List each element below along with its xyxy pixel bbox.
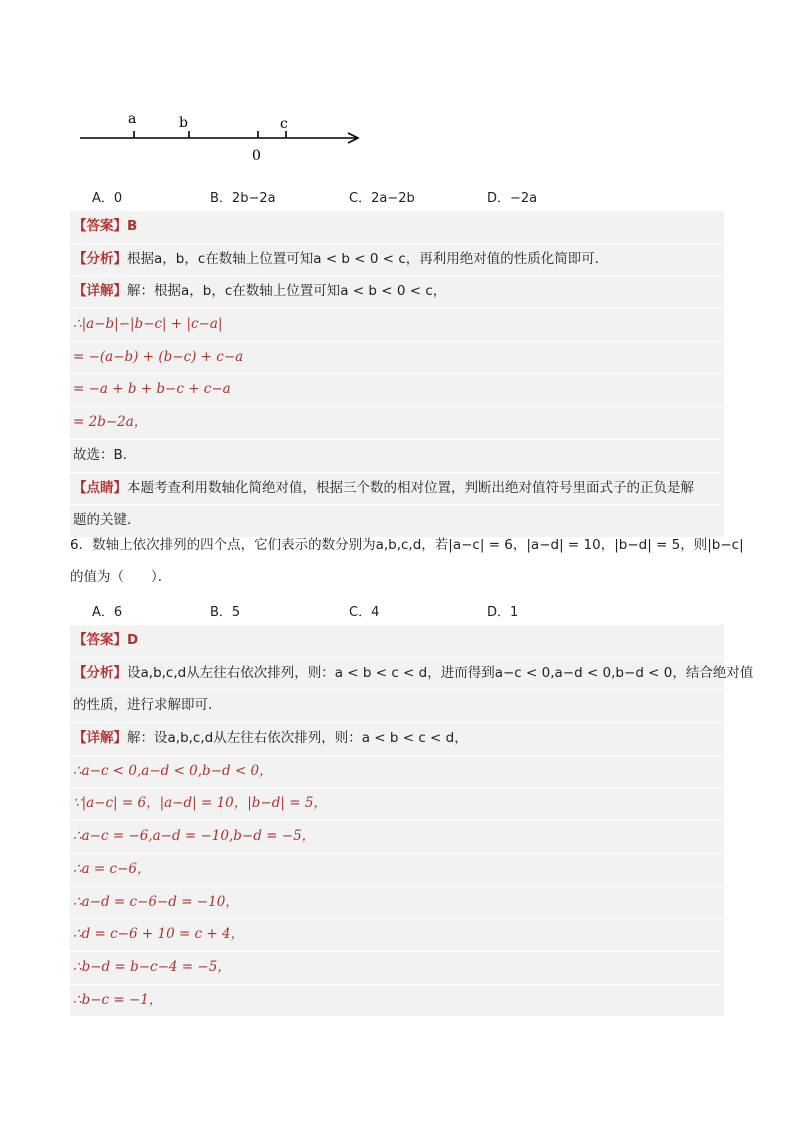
q6-step: ∴b−d = b−c−4 = −5， bbox=[70, 952, 724, 985]
q5-choice-a: A．0 bbox=[92, 191, 123, 206]
label-b: b bbox=[179, 115, 188, 131]
q6-stem bbox=[70, 530, 744, 593]
q6-step: ∴d = c−6 + 10 = c + 4， bbox=[70, 919, 724, 952]
q6-step: ∴a−c = −6,a−d = −10,b−d = −5， bbox=[70, 821, 724, 854]
q5-choice-b: B．2b−2a bbox=[210, 191, 276, 206]
q5-comment: 【点睛】本题考查利用数轴化简绝对值，根据三个数的相对位置，判断出绝对值符号里面式子的正负是解 bbox=[70, 473, 724, 506]
q6-analysis: 【分析】设a,b,c,d从左往右依次排列，则：a < b < c < d，进而得到a−c < 0,a−d < 0,b−d < 0，结合绝对值 bbox=[70, 658, 724, 691]
label-a: a bbox=[128, 111, 137, 127]
q6-step: ∴a−d = c−6−d = −10， bbox=[70, 887, 724, 920]
q6-analysis-cont: 的性质，进行求解即可． bbox=[70, 690, 724, 723]
q5-choice-c: C．2a−2b bbox=[349, 191, 415, 206]
label-0: 0 bbox=[252, 148, 261, 164]
q5-choice-d: D．−2a bbox=[487, 191, 538, 206]
q5-choose: 故选：B． bbox=[70, 440, 724, 473]
label-c: c bbox=[280, 116, 288, 132]
q6-stem-line-1: 6．数轴上依次排列的四个点，它们表示的数分别为a,b,c,d，若|a−c| = 6，|a−d| = 10，|b−d| = 5，则|b−c| bbox=[70, 537, 744, 553]
q6-solution bbox=[70, 625, 754, 1017]
q5-step: = −a + b + b−c + c−a bbox=[70, 374, 724, 407]
q6-step: ∴b−c = −1， bbox=[70, 985, 724, 1018]
q6-detail: 【详解】解：设a,b,c,d从左往右依次排列，则：a < b < c < d， bbox=[70, 723, 724, 756]
q6-choice-d: D．1 bbox=[487, 605, 519, 620]
q6-step: ∵|a−c| = 6，|a−d| = 10，|b−d| = 5， bbox=[70, 788, 724, 821]
q5-step: ∴|a−b|−|b−c| + |c−a| bbox=[70, 309, 724, 342]
q5-answer: 【答案】B bbox=[70, 211, 724, 244]
q5-comment-cont: 题的关键． bbox=[70, 505, 724, 538]
q5-detail: 【详解】解：根据a，b，c在数轴上位置可知a < b < 0 < c， bbox=[70, 276, 724, 309]
q5-analysis: 【分析】根据a，b，c在数轴上位置可知a < b < 0 < c，再利用绝对值的性质化简即可． bbox=[70, 244, 724, 277]
q5-solution bbox=[70, 211, 724, 538]
q5-step: = 2b−2a， bbox=[70, 407, 724, 440]
q6-step: ∴a = c−6， bbox=[70, 854, 724, 887]
q6-choice-a: A．6 bbox=[92, 605, 123, 620]
q5-step: = −(a−b) + (b−c) + c−a bbox=[70, 342, 724, 375]
q6-step: ∴a−c < 0,a−d < 0,b−d < 0， bbox=[70, 756, 724, 789]
q6-choice-c: C．4 bbox=[349, 605, 380, 620]
q6-stem-line-2: 的值为（ ）． bbox=[70, 568, 172, 585]
q6-choice-b: B．5 bbox=[210, 605, 241, 620]
q6-answer: 【答案】D bbox=[70, 625, 724, 658]
number-line-figure bbox=[76, 106, 376, 170]
